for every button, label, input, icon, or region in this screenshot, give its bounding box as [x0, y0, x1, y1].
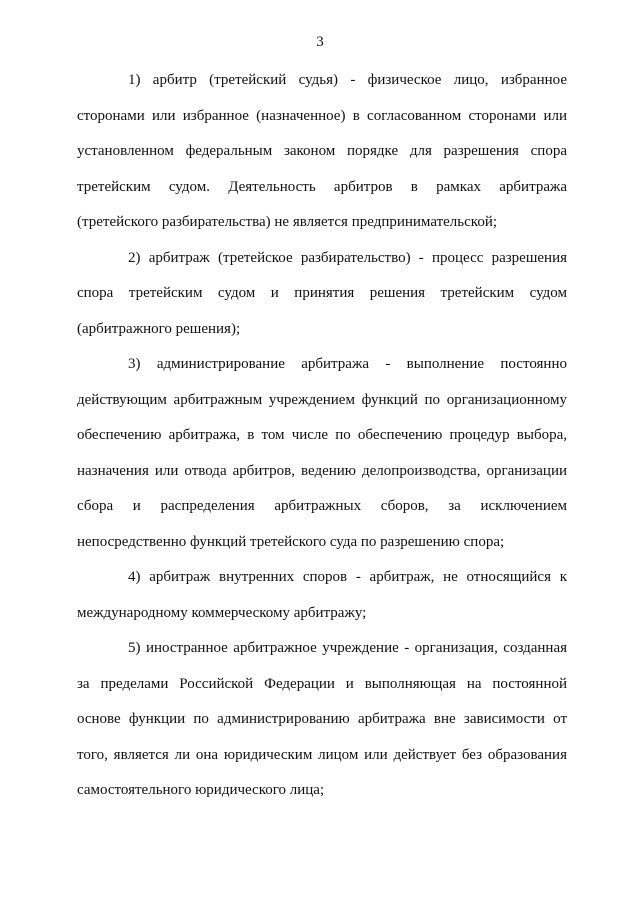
text-line: 4) арбитраж внутренних споров - арбитраж, не относящийся к — [128, 569, 567, 585]
text-line: третейским судом. Деятельность арбитров в рамках арбитража — [77, 178, 567, 195]
text-line: сторонами или избранное (назначенное) в согласованном сторонами или — [77, 107, 567, 124]
page-number: 3 — [316, 34, 324, 50]
text-line: того, является ли она юридическим лицом или действует без образования — [77, 746, 567, 763]
definition-paragraph-4 — [77, 560, 567, 631]
text-line: 1) арбитр (третейский судья) - физическое лицо, избранное — [128, 72, 567, 88]
text-line: международному коммерческому арбитражу; — [77, 604, 367, 621]
text-line: сбора и распределения арбитражных сборов, за исключением — [77, 498, 567, 514]
definition-paragraph-2 — [77, 241, 567, 348]
document-body — [77, 63, 567, 809]
definition-paragraph-3 — [77, 347, 567, 560]
definition-paragraph-1 — [77, 63, 567, 241]
text-line: самостоятельного юридического лица; — [77, 782, 325, 798]
text-line: установленном федеральным законом порядке для разрешения спора — [77, 143, 567, 159]
text-line: (арбитражного решения); — [77, 320, 241, 337]
text-line: 3) администрирование арбитража - выполнение постоянно — [128, 356, 567, 372]
definition-paragraph-5 — [77, 631, 567, 809]
text-line: 2) арбитраж (третейское разбирательство) - процесс разрешения — [128, 249, 567, 266]
text-line: (третейского разбирательства) не является предпринимательской; — [77, 214, 498, 230]
text-line: действующим арбитражным учреждением функций по организационному — [77, 391, 567, 408]
text-line: спора третейским судом и принятия решения третейским судом — [77, 285, 567, 301]
text-line: 5) иностранное арбитражное учреждение - организация, созданная — [128, 640, 567, 656]
text-line: основе функции по администрированию арбитража вне зависимости от — [77, 711, 567, 727]
text-line: непосредственно функций третейского суда по разрешению спора; — [77, 533, 505, 550]
text-line: назначения или отвода арбитров, ведению делопроизводства, организации — [77, 462, 567, 479]
text-line: за пределами Российской Федерации и выполняющая на постоянной — [77, 675, 567, 692]
text-line: обеспечению арбитража, в том числе по обеспечению процедур выбора, — [77, 427, 567, 443]
